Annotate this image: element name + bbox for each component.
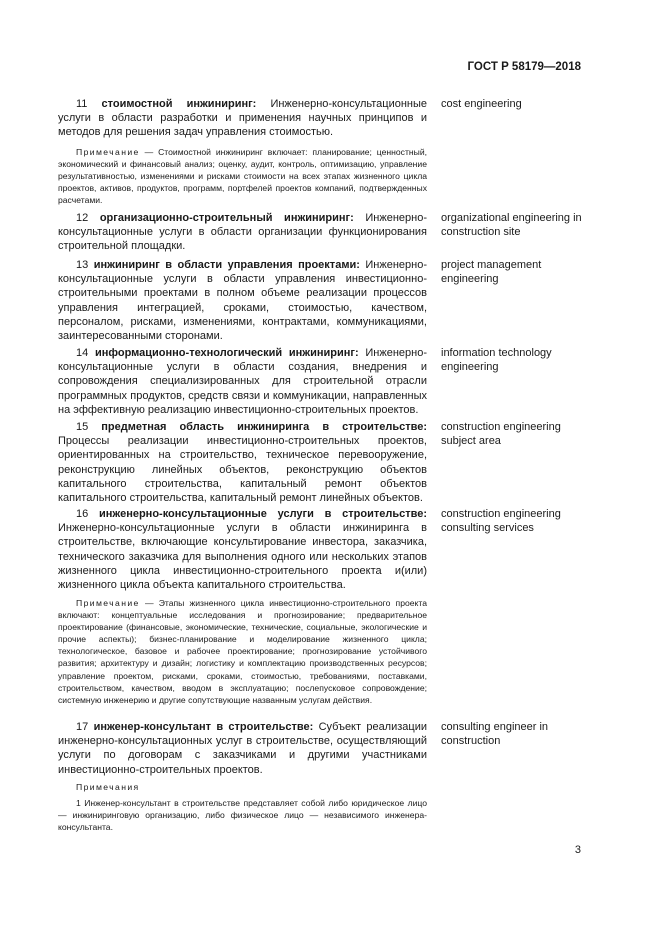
term-entry: [58, 258, 427, 343]
note-text: 1 Инженер-консультант в строительстве представляет собой либо юридическое лицо — инжиниринговую организацию, либо физическое лицо — независимого инженера-консультанта.: [58, 798, 427, 833]
term-english: project management engineering: [441, 259, 542, 285]
term-definition: Инженерно-консультационные услуги в области разработки и применения научных принципов и методов для решения задач управления стоимостью.: [58, 98, 428, 139]
note-text: — Этапы жизненного цикла инвестиционно-строительного проекта включают: концептуальные исследования и прогнозирование; предварительное проектирование (финансовые, экономические, технические, социальные, экологические и прочие аспекты); бизнес-планирование и моделирование жизненного цикла; технологическое, базовое и рабочее проектирование; прогнозирование устойчивого развития; архитектуру и дизайн; логистику и комплектацию производственных ресурсов; управление проектом, рисками, сроками, стоимостью, требованиями, поставками, строительством, качеством, вводом в эксплуатацию; послепусковое сопровождение; системную инженерию и другие сопутствующие названным услугам действия.: [58, 598, 428, 705]
term-title: организационно-строительный инжиниринг:: [99, 212, 354, 224]
term-note: [58, 797, 427, 833]
term-number: 16: [76, 508, 89, 520]
standard-designation: ГОСТ Р 58179—2018: [467, 61, 581, 73]
term-english: consulting engineer in construction: [441, 721, 549, 747]
notes-heading: Примечания: [76, 782, 140, 792]
term-number: 15: [76, 421, 89, 433]
term-note: [58, 146, 427, 206]
note-label: Примечание: [76, 598, 140, 608]
term-title: инженерно-консультационные услуги в строительстве:: [99, 508, 428, 520]
term-number: 17: [76, 721, 89, 733]
term-title: предметная область инжиниринга в строительстве:: [101, 421, 427, 433]
term-number: 14: [76, 347, 89, 359]
term-entry: [58, 97, 427, 140]
term-english: cost engineering: [441, 98, 522, 110]
term-title: стоимостной инжиниринг:: [101, 98, 257, 110]
term-english: information technology engineering: [441, 347, 552, 373]
term-entry: [58, 720, 427, 777]
term-title: инженер-консультант в строительстве:: [93, 721, 314, 733]
term-definition: Процессы реализации инвестиционно-строительных проектов, ориентированных на строительство, техническое перевооружение, реконструкцию линейных объектов, реконструкцию объектов капитального строительства, капитальный ремонт объектов капитального строительства, капитальный ремонт линейных объектов.: [58, 435, 427, 505]
term-title: информационно-технологический инжиниринг:: [94, 347, 359, 359]
term-definition: Инженерно-консультационные услуги в области создания, внедрения и сопровождения специализированных для строительной отрасли программных продуктов, средств связи и коммуникации, направленных на эффективную реализацию инвестиционно-строительных проектов.: [58, 347, 427, 416]
page-number: 3: [574, 844, 581, 856]
term-entry: [58, 211, 427, 254]
term-definition: Инженерно-консультационные услуги в области организации функционирования строительной площадки.: [58, 212, 428, 253]
term-definition: Субъект реализации инженерно-консультационных услуг в строительстве, осуществляющий услуги по договорам с заказчиками и другими участниками инвестиционно-строительных проектов.: [58, 721, 427, 776]
term-number: 11: [76, 98, 88, 110]
term-entry: [58, 507, 427, 592]
term-english: construction engineering subject area: [441, 421, 561, 447]
term-definition: Инженерно-консультационные услуги в области управления инвестиционно-строительными проектами в полном объеме реализации процессов управления интеграцией, сроками, стоимостью, качеством, персоналом, рисками, изменениями, контрактами, коммуникациями, заинтересованными сторонами.: [58, 259, 427, 343]
term-number: 12: [76, 212, 89, 224]
term-entry: [58, 346, 427, 417]
term-number: 13: [76, 259, 89, 271]
note-label: Примечание: [76, 147, 140, 157]
term-english: organizational engineering in construction site: [441, 212, 582, 238]
note-text: — Стоимостной инжиниринг включает: планирование; ценностный, экономический и финансовый анализ; оценку, аудит, контроль, оптимизацию, управление результативностью, изменениями и рисками стоимости на всех этапах жизненного цикла проектов, активов, продуктов, программ, портфелей проектов компаний, подтвержденных расчетами.: [58, 147, 428, 206]
term-note: [58, 597, 427, 706]
term-english: construction engineering consulting services: [441, 508, 561, 534]
term-entry: [58, 420, 427, 505]
term-definition: Инженерно-консультационные услуги в области инжиниринга в строительстве, включающие консультирование инвестора, заказчика, технического заказчика для выполнения одного или нескольких этапов жизненного цикла инвестиционно-строительного проекта и(или) жизненного цикла объекта капитального строительства.: [58, 522, 427, 592]
term-title: инжиниринг в области управления проектами:: [93, 259, 360, 271]
